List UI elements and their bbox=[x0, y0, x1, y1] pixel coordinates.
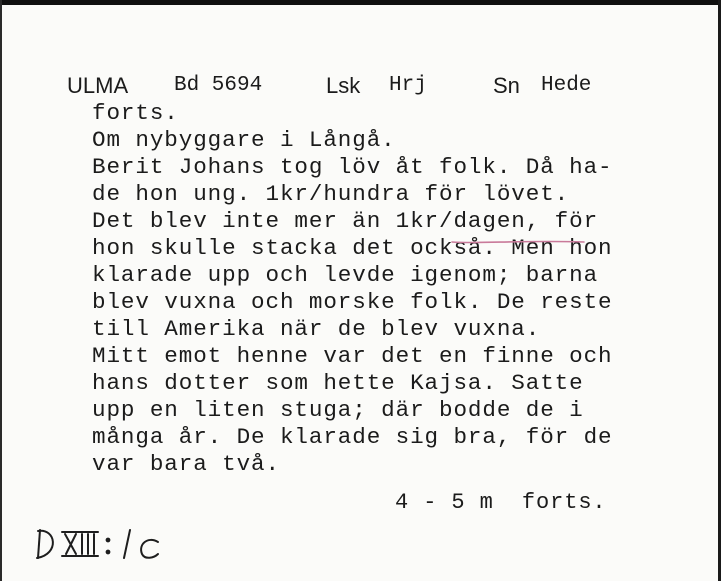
text-line: de hon ung. 1kr/hundra för lövet. bbox=[92, 181, 570, 207]
archive-name: ULMA bbox=[67, 73, 129, 98]
card-left-edge bbox=[0, 0, 2, 581]
text-line: hon skulle stacka det också. Men hon bbox=[92, 235, 613, 261]
text-line: klarade upp och levde igenom; barna bbox=[92, 262, 599, 288]
lsk-label: Lsk bbox=[326, 73, 361, 98]
sn-value: Hede bbox=[541, 74, 592, 97]
text-line: Om nybyggare i Långå. bbox=[92, 127, 396, 153]
text-line: till Amerika när de blev vuxna. bbox=[92, 316, 541, 342]
text-line: många år. De klarade sig bra, för de bbox=[92, 424, 613, 450]
text-line: Mitt emot henne var det en finne och bbox=[92, 343, 613, 369]
sn-label: Sn bbox=[493, 73, 520, 98]
text-line: blev vuxna och morske folk. De reste bbox=[92, 289, 613, 315]
lsk-value: Hrj bbox=[389, 74, 427, 97]
text-line: Berit Johans tog löv åt folk. Då ha- bbox=[92, 154, 613, 180]
handwritten-signum bbox=[32, 522, 182, 564]
pen-underline bbox=[450, 239, 586, 245]
text-line: var bara två. bbox=[92, 451, 280, 477]
record-number: Bd 5694 bbox=[174, 74, 263, 97]
card-top-edge bbox=[0, 0, 721, 5]
page-range-note: 4 - 5 m forts. bbox=[395, 490, 607, 515]
text-line: forts. bbox=[92, 100, 179, 126]
text-line: upp en liten stuga; där bodde de i bbox=[92, 397, 584, 423]
text-line: hans dotter som hette Kajsa. Satte bbox=[92, 370, 584, 396]
text-line: Det blev inte mer än 1kr/dagen, för bbox=[92, 208, 599, 234]
